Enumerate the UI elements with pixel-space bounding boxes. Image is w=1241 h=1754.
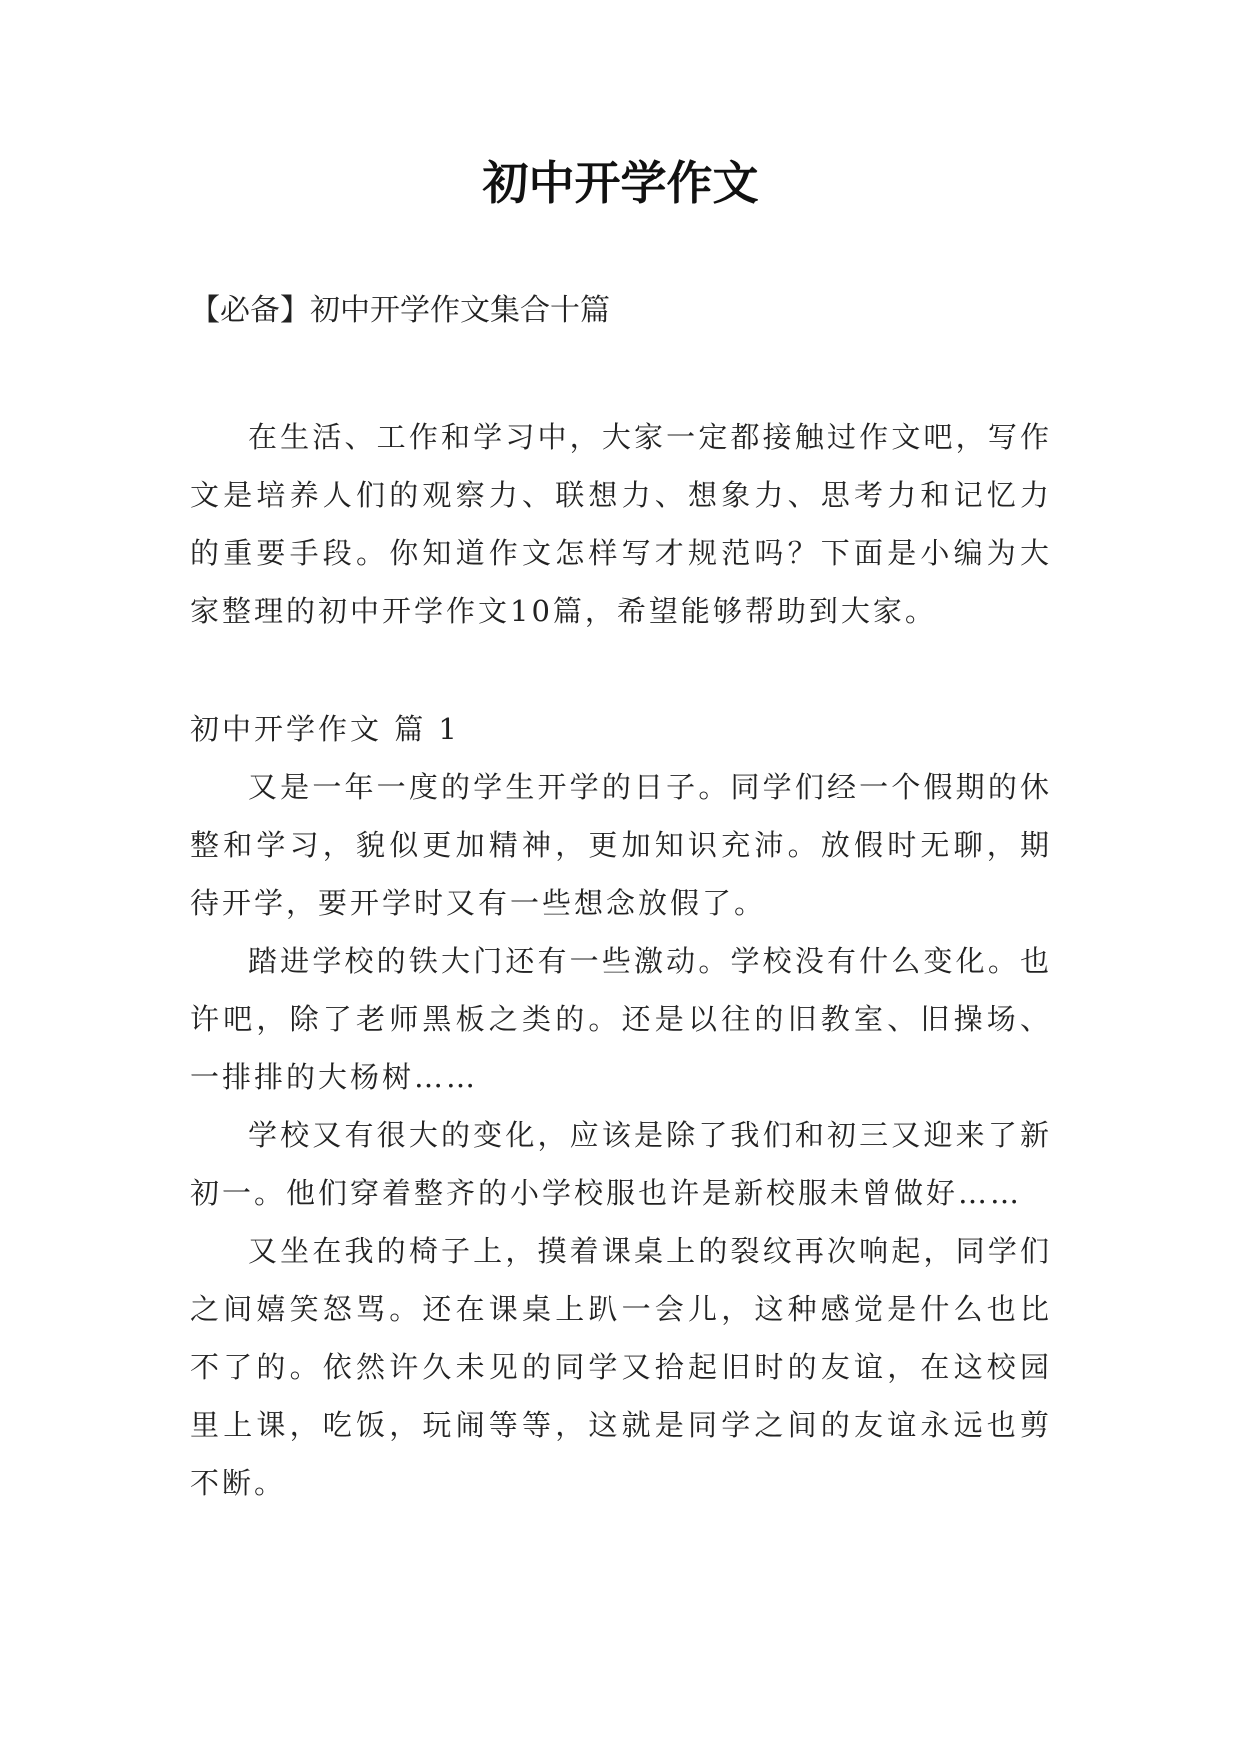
essay-paragraph: 学校又有很大的变化，应该是除了我们和初三又迎来了新初一。他们穿着整齐的小学校服也许是新校服未曾做好…… [190, 1118, 1052, 1210]
essay-paragraph: 又是一年一度的学生开学的日子。同学们经一个假期的休整和学习，貌似更加精神，更加知识充沛。放假时无聊，期待开学，要开学时又有一些想念放假了。 [190, 770, 1052, 920]
essay-paragraph: 踏进学校的铁大门还有一些激动。学校没有什么变化。也许吧，除了老师黑板之类的。还是以往的旧教室、旧操场、一排排的大杨树…… [190, 944, 1052, 1094]
collection-subtitle: 【必备】初中开学作文集合十篇 [190, 293, 610, 328]
essay-body [190, 758, 1052, 1512]
essay-heading: 初中开学作文 篇 1 [190, 712, 460, 746]
intro-section [190, 408, 1052, 640]
page-title: 初中开学作文 [482, 156, 759, 210]
intro-paragraph: 在生活、工作和学习中，大家一定都接触过作文吧，写作文是培养人们的观察力、联想力、想象力、思考力和记忆力的重要手段。你知道作文怎样写才规范吗？下面是小编为大家整理的初中开学作文10篇，希望能够帮助到大家。 [190, 420, 1052, 628]
essay-paragraph: 又坐在我的椅子上，摸着课桌上的裂纹再次响起，同学们之间嬉笑怒骂。还在课桌上趴一会儿，这种感觉是什么也比不了的。依然许久未见的同学又拾起旧时的友谊，在这校园里上课，吃饭，玩闹等等，这就是同学之间的友谊永远也剪不断。 [190, 1234, 1052, 1500]
